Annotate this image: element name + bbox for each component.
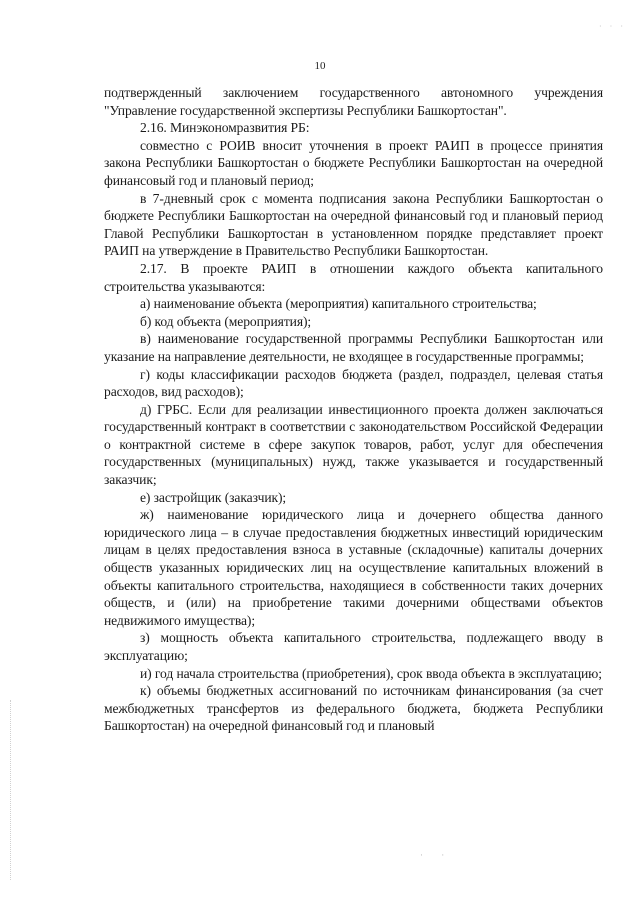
list-item: д) ГРБС. Если для реализации инвестиционного проекта должен заключаться государственный контракт в соответствии с законодательством Российской Федерации о контрактной системе в сфере закупок товаров, работ, услуг для обеспечения государственных (муниципальных) нужд, также указывается и государственный заказчик; (104, 401, 603, 488)
bottom-scan-artifact: · · (420, 850, 453, 860)
list-item: б) код объекта (мероприятия); (140, 313, 312, 329)
list-item: к) объемы бюджетных ассигнований по источникам финансирования (за счет межбюджетных трансфертов из федерального бюджета, бюджета Республики Башкортостан) на очередной финансовый год и плановый (104, 683, 603, 734)
list-item: г) коды классификации расходов бюджета (раздел, подраздел, целевая статья расходов, вид расходов); (104, 366, 603, 400)
list-item: и) год начала строительства (приобретения), срок ввода объекта в эксплуатацию; (140, 665, 602, 681)
margin-scan-artifact (10, 700, 15, 880)
section-heading-2-16: 2.16. Минэкономразвития РБ: (140, 120, 310, 136)
document-body (104, 84, 603, 735)
list-item: а) наименование объекта (мероприятия) капитального строительства; (140, 296, 537, 312)
paragraph: в 7-дневный срок с момента подписания закона Республики Башкортостан о бюджете Республики Башкортостан на очередной финансовый год и плановый период Главой Республики Башкортостан в установленном порядке представляет проект РАИП на утверждение в Правительство Республики Башкортостан. (104, 190, 603, 259)
paragraph: совместно с РОИВ вносит уточнения в проект РАИП в процессе принятия закона Республики Башкортостан о бюджете Республики Башкортостан на очередной финансовый год и плановый период; (104, 137, 603, 188)
list-item: в) наименование государственной программы Республики Башкортостан или указание на направление деятельности, не входящее в государственные программы; (104, 331, 603, 364)
page-number: 10 (314, 60, 326, 72)
scan-specks: · · · (599, 22, 626, 31)
paragraph-continuation: подтвержденный заключением государственного автономного учреждения "Управление государственной экспертизы Республики Башкортостан". (104, 85, 603, 118)
list-item: е) застройщик (заказчик); (140, 489, 287, 505)
list-item: ж) наименование юридического лица и дочернего общества данного юридического лица – в случае предоставления бюджетных инвестиций юридическим лицам в целях предоставления взноса в уставные (складочные) капиталы дочерних обществ указанных юридических лиц на осуществление капитальных вложений в объекты капитального строительства, находящиеся в собственности таких дочерних обществ, и (или) на приобретение такими дочерними обществами объектов недвижимого имущества); (104, 507, 603, 628)
section-heading-2-17: 2.17. В проекте РАИП в отношении каждого объекта капитального строительства указываются: (104, 260, 603, 294)
list-item: з) мощность объекта капитального строительства, подлежащего вводу в эксплуатацию; (104, 630, 603, 663)
